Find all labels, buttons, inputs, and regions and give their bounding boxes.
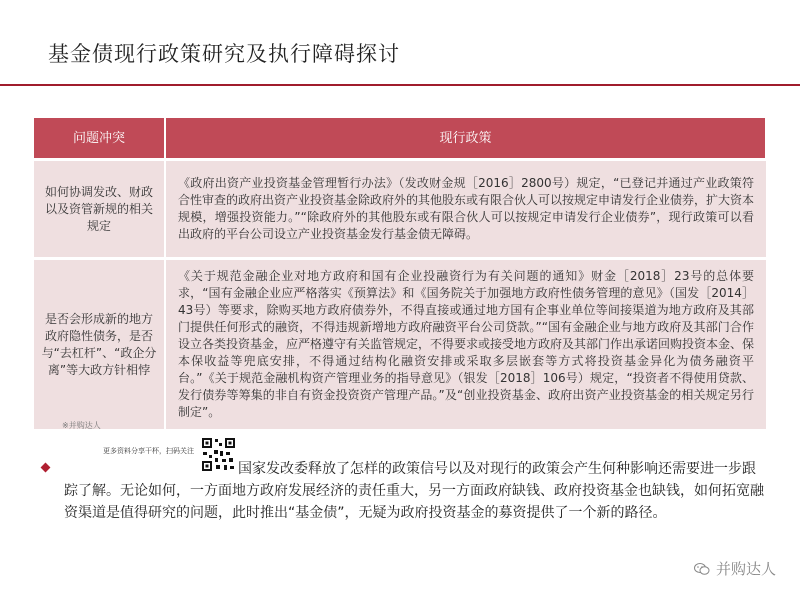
watermark bbox=[694, 558, 776, 579]
title-divider bbox=[0, 84, 800, 86]
page-title: 基金债现行政策研究及执行障碍探讨 bbox=[48, 42, 400, 66]
conclusion-paragraph bbox=[64, 458, 764, 524]
policy-table bbox=[34, 118, 767, 429]
table-row bbox=[34, 160, 766, 259]
watermark-text: 并购达人 bbox=[715, 560, 776, 578]
column-header-issue: 问题冲突 bbox=[34, 118, 165, 160]
issue-cell: 是否会形成新的地方政府隐性债务，是否与“去杠杆”、“政企分离”等大政方针相悖 bbox=[34, 259, 165, 430]
policy-cell: 《政府出资产业投资基金管理暂行办法》（发改财金规［2016］2800号）规定，“已登记并通过产业政策符合性审查的政府出资产业投资基金除政府外的其他股东或有限合伙人可以按规定申请发行企业债券，扩大资本规模，增强投资能力。”“除政府外的其他股东或有限合伙人可以按规定申请发行企业债券”，现行政策可以看出政府的平台公司设立产业投资基金发行基金债无障碍。 bbox=[165, 160, 766, 259]
conclusion-text: 国家发改委释放了怎样的政策信号以及对现行的政策会产生何种影响还需要进一步跟踪了解。无论如何，一方面地方政府发展经济的责任重大，另一方面政府缺钱、政府投资基金也缺钱，如何拓宽融资渠道是值得研究的问题，此时推出“基金债”，无疑为政府投资基金的募资提供了一个新的路径。 bbox=[64, 461, 764, 521]
issue-cell: 如何协调发改、财政以及资管新规的相关规定 bbox=[34, 160, 165, 259]
table-row bbox=[34, 259, 766, 430]
column-header-policy: 现行政策 bbox=[165, 118, 766, 160]
table-header-row bbox=[34, 118, 766, 160]
diamond-bullet-icon bbox=[41, 463, 51, 473]
source-footnote: ※并购达人 bbox=[62, 421, 101, 430]
policy-cell: 《关于规范金融企业对地方政府和国有企业投融资行为有关问题的通知》财金［2018］23号的总体要求，“国有金融企业应严格落实《预算法》和《国务院关于加强地方政府性债务管理的意见》（国发［2014］43号）等要求，除购买地方政府债券外，不得直接或通过地方国有企事业单位等间接渠道为地方政府及其部门提供任何形式的融资，不得违规新增地方政府融资平台公司贷款。”“国有金融企业与地方政府及其部门合作设立各类投资基金，应严格遵守有关监管规定，不得要求或接受地方政府及其部门作出承诺回购投资本金、保本保收益等兜底安排，不得通过结构化融资安排或采取多层嵌套等方式将投资基金异化为债务融资平台。”《关于规范金融机构资产管理业务的指导意见》（银发［2018］106号）规定，“投资者不得使用贷款、发行债券等筹集的非自有资金投资资产管理产品。”及“创业投资基金、政府出资产业投资基金的相关规定另行制定”。 bbox=[165, 259, 766, 430]
wechat-icon bbox=[694, 562, 710, 576]
qr-tagline: 更多资料分享干杯，扫码关注 bbox=[103, 447, 194, 455]
